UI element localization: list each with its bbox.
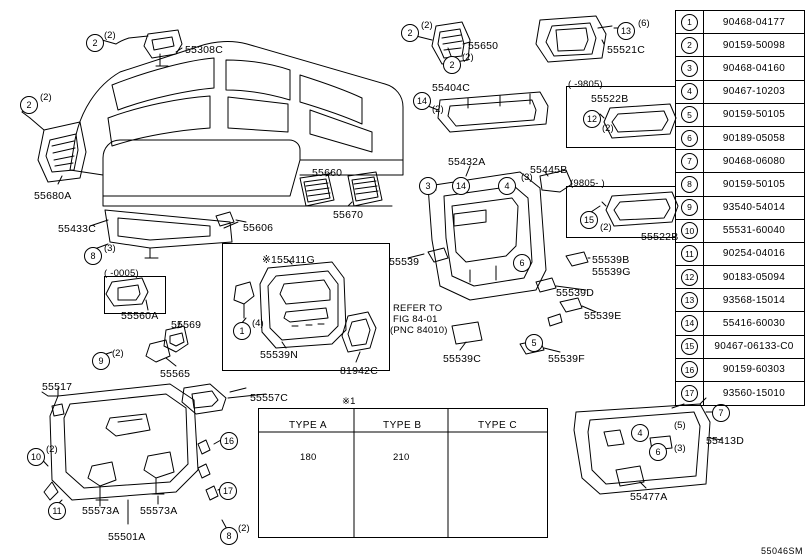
legend-row — [676, 336, 804, 359]
part-number-label: 55522B — [591, 93, 629, 105]
callout-bubble[interactable]: 15 — [580, 211, 598, 229]
legend-part-number: 90159-50098 — [722, 39, 786, 51]
diagram-footer-code: 55046SM — [760, 546, 803, 556]
diagram-note: FIG 84-01 — [393, 314, 438, 325]
legend-part-number: 93560-15010 — [722, 388, 786, 400]
circle-number-icon: 14 — [681, 315, 698, 332]
callout-bubble[interactable]: 11 — [48, 502, 66, 520]
callout-bubble[interactable]: 5 — [525, 334, 543, 352]
part-number-label: 55565 — [160, 368, 191, 380]
legend-row — [676, 104, 804, 127]
callout-bubble[interactable]: 2 — [443, 56, 461, 74]
part-number-legend — [675, 10, 805, 406]
legend-part-number: 90467-10203 — [722, 86, 786, 98]
diagram-note: ( -0005) — [104, 268, 139, 279]
legend-part-number: 90467-06133-C0 — [714, 341, 794, 353]
legend-index-badge — [676, 220, 704, 242]
quantity-label: (3) — [104, 243, 116, 254]
legend-row — [676, 57, 804, 80]
part-number-label: 55650 — [468, 40, 499, 52]
circle-number-icon: 10 — [681, 222, 698, 239]
legend-row — [676, 34, 804, 57]
quantity-label: (3) — [674, 443, 686, 454]
callout-bubble[interactable]: 17 — [219, 482, 237, 500]
callout-bubble[interactable]: 6 — [513, 254, 531, 272]
quantity-label: (4) — [252, 318, 264, 329]
legend-row — [676, 150, 804, 173]
callout-bubble[interactable]: 13 — [617, 22, 635, 40]
part-number-label: 55432A — [448, 156, 486, 168]
quantity-label: (2) — [112, 348, 124, 359]
callout-bubble[interactable]: 8 — [220, 527, 238, 545]
legend-part-number: 90468-04177 — [722, 16, 786, 28]
part-number-label: 55445B — [530, 164, 568, 176]
circle-number-icon: 1 — [681, 14, 698, 31]
quantity-label: (2) — [602, 123, 614, 134]
callout-bubble[interactable]: 12 — [583, 110, 601, 128]
legend-row — [676, 11, 804, 34]
legend-index-badge — [676, 34, 704, 56]
part-number-label: 55539G — [592, 266, 631, 278]
callout-bubble[interactable]: 4 — [498, 177, 516, 195]
legend-part-number: 90189-05058 — [722, 132, 786, 144]
circle-number-icon: 2 — [681, 37, 698, 54]
circle-number-icon: 16 — [681, 361, 698, 378]
legend-part-number: 90159-50105 — [722, 109, 786, 121]
diagram-note: ※1 — [342, 396, 356, 407]
legend-index-badge — [676, 266, 704, 288]
quantity-label: (2) — [238, 523, 250, 534]
legend-index-badge — [676, 382, 704, 405]
legend-row — [676, 312, 804, 335]
quantity-label: (2) — [600, 222, 612, 233]
quantity-label: (2) — [46, 444, 58, 455]
circle-number-icon: 5 — [681, 106, 698, 123]
legend-part-number: 90183-05094 — [722, 271, 786, 283]
callout-bubble[interactable]: 2 — [20, 96, 38, 114]
part-number-label: 55477A — [630, 491, 668, 503]
part-number-label: 55573A — [140, 505, 178, 517]
legend-row — [676, 81, 804, 104]
callout-bubble[interactable]: 10 — [27, 448, 45, 466]
callout-bubble[interactable]: 7 — [712, 404, 730, 422]
dimension-label: 180 — [300, 452, 317, 463]
legend-index-badge — [676, 11, 704, 33]
quantity-label: (2) — [432, 104, 444, 115]
legend-part-number: 55531-60040 — [722, 225, 786, 237]
part-number-label: 55522B — [641, 231, 679, 243]
legend-row — [676, 243, 804, 266]
legend-part-number: 90468-04160 — [722, 62, 786, 74]
legend-row — [676, 220, 804, 243]
diagram-note: (PNC 84010) — [390, 325, 448, 336]
quantity-label: (5) — [674, 420, 686, 431]
legend-row — [676, 382, 804, 405]
part-number-label: 81942C — [340, 365, 378, 377]
legend-row — [676, 127, 804, 150]
quantity-label: (2) — [462, 52, 474, 63]
part-number-label: 55670 — [333, 209, 364, 221]
part-number-label: 55560A — [121, 310, 159, 322]
legend-index-badge — [676, 312, 704, 334]
legend-index-badge — [676, 173, 704, 195]
legend-part-number: 90159-50105 — [722, 178, 786, 190]
diagram-note: REFER TO — [393, 303, 443, 314]
part-number-label: 55573A — [82, 505, 120, 517]
quantity-label: (2) — [40, 92, 52, 103]
callout-bubble[interactable]: 2 — [86, 34, 104, 52]
part-number-label: 55660 — [312, 167, 343, 179]
circle-number-icon: 13 — [681, 292, 698, 309]
legend-part-number: 90254-04016 — [722, 248, 786, 260]
callout-bubble[interactable]: 14 — [452, 177, 470, 195]
callout-bubble[interactable]: 6 — [649, 443, 667, 461]
legend-index-badge — [676, 81, 704, 103]
legend-part-number: 93568-15014 — [722, 294, 786, 306]
part-number-label: 55413D — [706, 435, 744, 447]
diagram-note: ( -9805) — [568, 79, 603, 90]
legend-index-badge — [676, 127, 704, 149]
part-number-label: 55569 — [171, 319, 202, 331]
legend-row — [676, 289, 804, 312]
legend-index-badge — [676, 289, 704, 311]
part-number-label: 55308C — [185, 44, 223, 56]
dimension-label: 210 — [393, 452, 410, 463]
part-number-label: 55433C — [58, 223, 96, 235]
part-number-label: 55404C — [432, 82, 470, 94]
type-column-header: TYPE B — [383, 420, 422, 431]
callout-bubble[interactable]: 2 — [401, 24, 419, 42]
circle-number-icon: 9 — [681, 199, 698, 216]
legend-index-badge — [676, 57, 704, 79]
quantity-label: (3) — [521, 172, 533, 183]
quantity-label: (6) — [638, 18, 650, 29]
callout-bubble[interactable]: 4 — [631, 424, 649, 442]
part-number-label: 55539E — [584, 310, 622, 322]
part-number-label: 55680A — [34, 190, 72, 202]
part-number-label: 55539D — [556, 287, 594, 299]
legend-index-badge — [676, 197, 704, 219]
quantity-label: (2) — [421, 20, 433, 31]
legend-index-badge — [676, 336, 704, 358]
callout-bubble[interactable]: 9 — [92, 352, 110, 370]
part-number-label: 55521C — [607, 44, 645, 56]
legend-part-number: 93540-54014 — [722, 202, 786, 214]
legend-row — [676, 173, 804, 196]
circle-number-icon: 8 — [681, 176, 698, 193]
circle-number-icon: 11 — [681, 245, 698, 262]
legend-row — [676, 359, 804, 382]
circle-number-icon: 12 — [681, 269, 698, 286]
circle-number-icon: 6 — [681, 130, 698, 147]
callout-bubble[interactable]: 3 — [419, 177, 437, 195]
part-number-label: 55539F — [548, 353, 585, 365]
legend-part-number: 55416-60030 — [722, 318, 786, 330]
callout-bubble[interactable]: 14 — [413, 92, 431, 110]
type-column-header: TYPE A — [289, 420, 328, 431]
part-number-label: 55501A — [108, 531, 146, 543]
part-number-label: 55539C — [443, 353, 481, 365]
legend-index-badge — [676, 243, 704, 265]
legend-part-number: 90468-06080 — [722, 155, 786, 167]
circle-number-icon: 4 — [681, 83, 698, 100]
part-number-label: 55517 — [42, 381, 73, 393]
circle-number-icon: 15 — [681, 338, 698, 355]
callout-bubble[interactable]: 1 — [233, 322, 251, 340]
callout-bubble[interactable]: 8 — [84, 247, 102, 265]
legend-row — [676, 266, 804, 289]
part-number-label: 55539B — [592, 254, 630, 266]
legend-index-badge — [676, 104, 704, 126]
circle-number-icon: 3 — [681, 60, 698, 77]
type-column-header: TYPE C — [478, 420, 518, 431]
part-number-label: 55539 — [389, 256, 420, 268]
legend-index-badge — [676, 150, 704, 172]
part-number-label: 55539N — [260, 349, 298, 361]
circle-number-icon: 7 — [681, 153, 698, 170]
part-number-label: ※155411G — [262, 254, 315, 266]
circle-number-icon: 17 — [681, 385, 698, 402]
legend-part-number: 90159-60303 — [722, 364, 786, 376]
diagram-note: (9805- ) — [570, 178, 605, 189]
quantity-label: (2) — [104, 30, 116, 41]
part-number-label: 55557C — [250, 392, 288, 404]
legend-index-badge — [676, 359, 704, 381]
callout-bubble[interactable]: 16 — [220, 432, 238, 450]
legend-row — [676, 197, 804, 220]
part-number-label: 55606 — [243, 222, 274, 234]
